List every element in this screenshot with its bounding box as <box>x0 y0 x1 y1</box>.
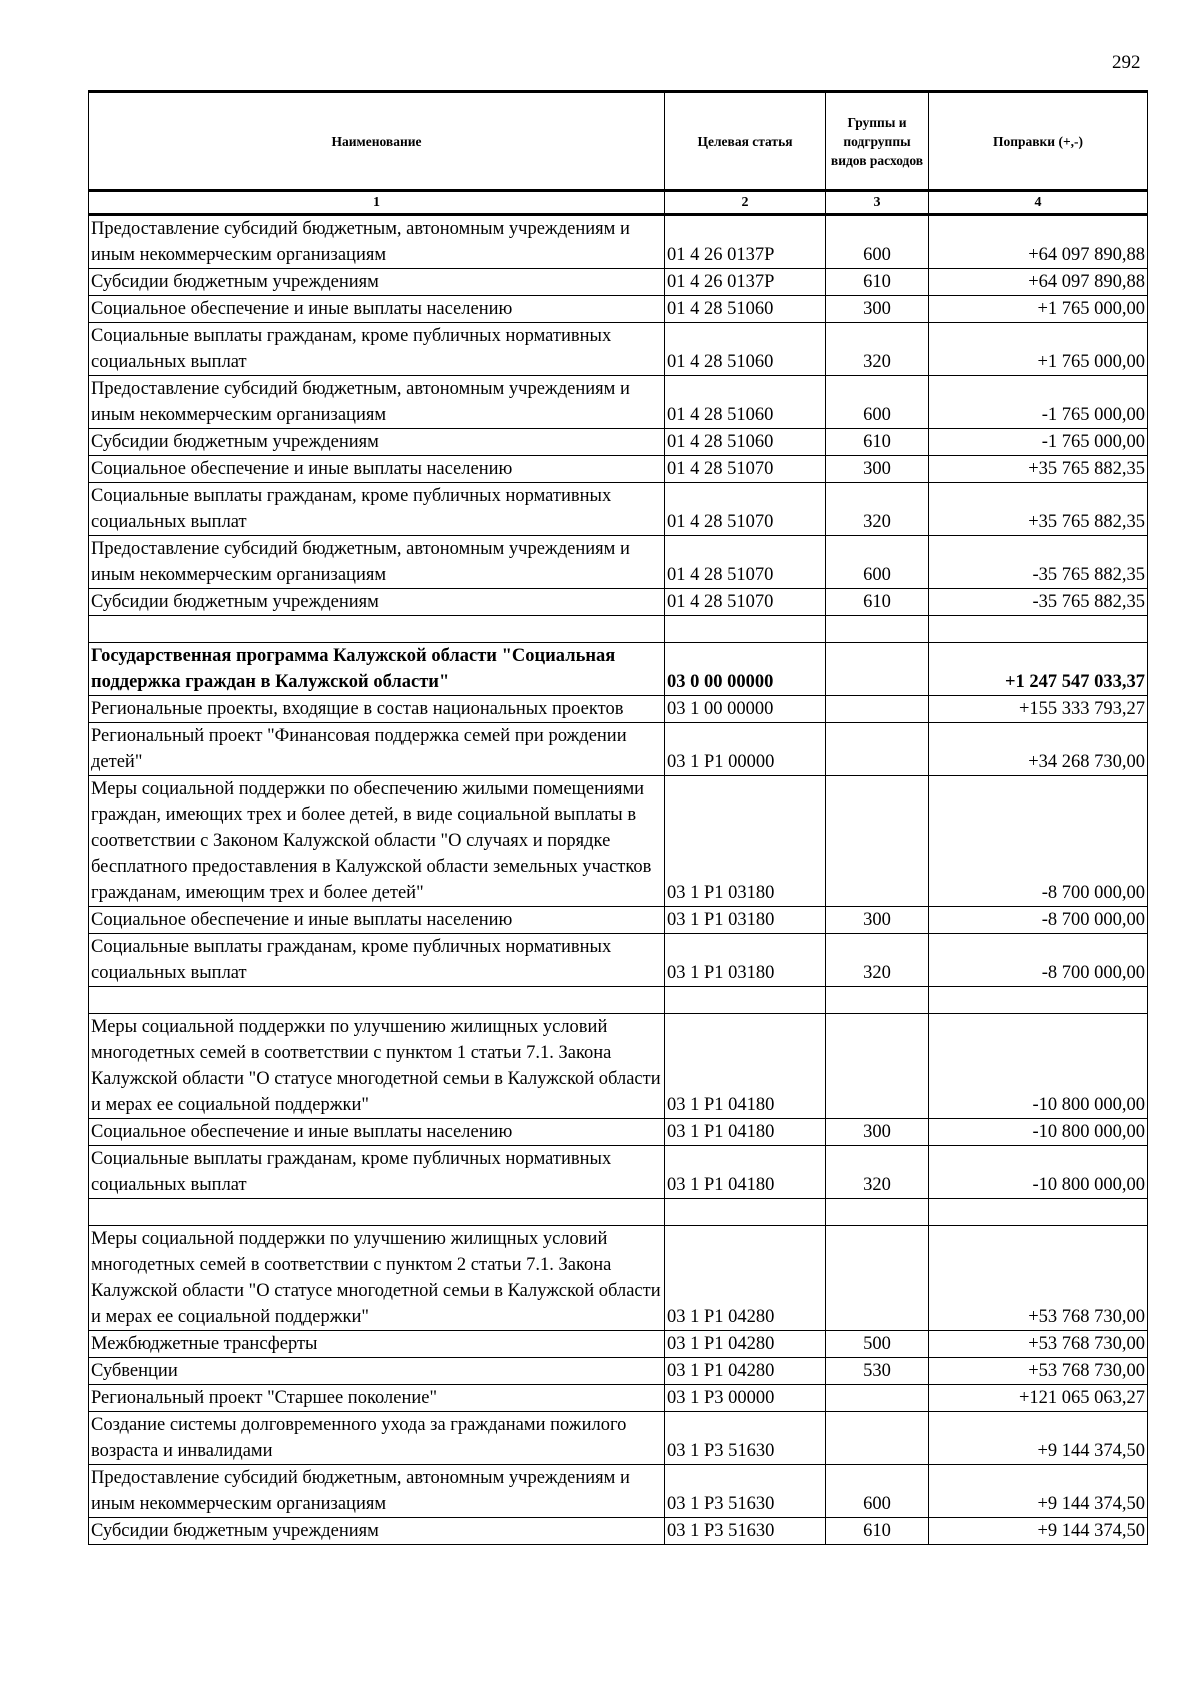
table-row <box>89 1014 1148 1119</box>
target-article-cell: 01 4 28 51060 <box>665 296 826 323</box>
expense-group-cell: 300 <box>826 296 929 323</box>
page-number: 292 <box>1112 52 1141 73</box>
target-article-cell: 01 4 26 0137Р <box>665 269 826 296</box>
amendment-amount-cell: +9 144 374,50 <box>929 1412 1148 1465</box>
expense-group-cell: 610 <box>826 589 929 616</box>
name-cell: Социальное обеспечение и иные выплаты населению <box>89 456 665 483</box>
expense-group-cell <box>826 643 929 696</box>
table-body <box>89 215 1148 1545</box>
target-article-cell: 01 4 28 51060 <box>665 376 826 429</box>
expense-group-cell <box>826 776 929 907</box>
target-article-cell: 03 1 Р1 04280 <box>665 1226 826 1331</box>
expense-group-cell <box>826 1412 929 1465</box>
amendment-amount-cell: +34 268 730,00 <box>929 723 1148 776</box>
name-cell: Социальное обеспечение и иные выплаты населению <box>89 907 665 934</box>
expense-group-cell: 610 <box>826 1518 929 1545</box>
name-cell: Меры социальной поддержки по улучшению жилищных условий многодетных семей в соответствии с пунктом 1 статьи 7.1. Закона Калужской области "О статусе многодетной семьи в Калужской области и мерах ее социальной поддержки" <box>89 1014 665 1119</box>
target-article-cell: 03 1 Р1 00000 <box>665 723 826 776</box>
table-row <box>89 1518 1148 1545</box>
amendment-amount-cell: -1 765 000,00 <box>929 429 1148 456</box>
expense-group-cell <box>826 1385 929 1412</box>
amendment-amount-cell: +121 065 063,27 <box>929 1385 1148 1412</box>
target-article-cell: 01 4 28 51060 <box>665 429 826 456</box>
expense-group-cell: 530 <box>826 1358 929 1385</box>
target-article-cell: 03 1 Р3 51630 <box>665 1465 826 1518</box>
name-cell: Социальное обеспечение и иные выплаты населению <box>89 1119 665 1146</box>
target-article-cell: 01 4 28 51070 <box>665 589 826 616</box>
spacer-cell <box>929 616 1148 643</box>
budget-amendments-table <box>88 90 1148 1545</box>
name-cell: Меры социальной поддержки по улучшению жилищных условий многодетных семей в соответствии с пунктом 2 статьи 7.1. Закона Калужской области "О статусе многодетной семьи в Калужской области и мерах ее социальной поддержки" <box>89 1226 665 1331</box>
expense-group-cell: 320 <box>826 1146 929 1199</box>
header-amendments: Поправки (+,-) <box>929 92 1148 191</box>
amendment-amount-cell: -10 800 000,00 <box>929 1146 1148 1199</box>
target-article-cell: 03 1 Р3 51630 <box>665 1412 826 1465</box>
amendment-amount-cell: -8 700 000,00 <box>929 934 1148 987</box>
name-cell: Региональные проекты, входящие в состав национальных проектов <box>89 696 665 723</box>
table-row <box>89 1385 1148 1412</box>
expense-group-cell: 600 <box>826 215 929 269</box>
name-cell: Предоставление субсидий бюджетным, автономным учреждениям и иным некоммерческим организациям <box>89 536 665 589</box>
name-cell: Предоставление субсидий бюджетным, автономным учреждениям и иным некоммерческим организациям <box>89 1465 665 1518</box>
amendment-amount-cell: -35 765 882,35 <box>929 589 1148 616</box>
header-expense-groups: Группы и подгруппы видов расходов <box>826 92 929 191</box>
amendment-amount-cell: -8 700 000,00 <box>929 776 1148 907</box>
name-cell: Создание системы долговременного ухода за гражданами пожилого возраста и инвалидами <box>89 1412 665 1465</box>
table-row <box>89 643 1148 696</box>
table-row <box>89 215 1148 269</box>
table-row <box>89 1412 1148 1465</box>
spacer-cell <box>826 1199 929 1226</box>
spacer-cell <box>826 616 929 643</box>
expense-group-cell <box>826 723 929 776</box>
target-article-cell: 03 1 Р1 04180 <box>665 1146 826 1199</box>
column-number-1: 1 <box>89 191 665 215</box>
table-row <box>89 1358 1148 1385</box>
expense-group-cell: 300 <box>826 1119 929 1146</box>
amendment-amount-cell: +9 144 374,50 <box>929 1465 1148 1518</box>
spacer-cell <box>826 987 929 1014</box>
amendment-amount-cell: +1 247 547 033,37 <box>929 643 1148 696</box>
expense-group-cell <box>826 1014 929 1119</box>
spacer-cell <box>89 987 665 1014</box>
table-row <box>89 269 1148 296</box>
table-row <box>89 776 1148 907</box>
spacer-cell <box>929 987 1148 1014</box>
expense-group-cell: 600 <box>826 536 929 589</box>
table-row <box>89 376 1148 429</box>
name-cell: Субсидии бюджетным учреждениям <box>89 269 665 296</box>
name-cell: Субвенции <box>89 1358 665 1385</box>
table-row <box>89 1226 1148 1331</box>
target-article-cell: 01 4 26 0137Р <box>665 215 826 269</box>
spacer-row <box>89 1199 1148 1226</box>
target-article-cell: 03 0 00 00000 <box>665 643 826 696</box>
name-cell: Межбюджетные трансферты <box>89 1331 665 1358</box>
amendment-amount-cell: +53 768 730,00 <box>929 1226 1148 1331</box>
amendment-amount-cell: +53 768 730,00 <box>929 1358 1148 1385</box>
amendment-amount-cell: -8 700 000,00 <box>929 907 1148 934</box>
target-article-cell: 01 4 28 51060 <box>665 323 826 376</box>
table-row <box>89 296 1148 323</box>
expense-group-cell: 320 <box>826 323 929 376</box>
expense-group-cell: 600 <box>826 376 929 429</box>
spacer-cell <box>929 1199 1148 1226</box>
target-article-cell: 03 1 Р1 03180 <box>665 907 826 934</box>
spacer-row <box>89 616 1148 643</box>
spacer-cell <box>89 1199 665 1226</box>
table-row <box>89 907 1148 934</box>
table-row <box>89 723 1148 776</box>
amendment-amount-cell: +1 765 000,00 <box>929 296 1148 323</box>
header-target-article: Целевая статья <box>665 92 826 191</box>
expense-group-cell <box>826 1226 929 1331</box>
name-cell: Региональный проект "Финансовая поддержка семей при рождении детей" <box>89 723 665 776</box>
target-article-cell: 03 1 00 00000 <box>665 696 826 723</box>
spacer-cell <box>665 616 826 643</box>
amendment-amount-cell: +64 097 890,88 <box>929 269 1148 296</box>
table-row <box>89 456 1148 483</box>
name-cell: Государственная программа Калужской области "Социальная поддержка граждан в Калужской области" <box>89 643 665 696</box>
expense-group-cell: 610 <box>826 269 929 296</box>
amendment-amount-cell: +35 765 882,35 <box>929 483 1148 536</box>
name-cell: Субсидии бюджетным учреждениям <box>89 429 665 456</box>
spacer-row <box>89 987 1148 1014</box>
column-number-4: 4 <box>929 191 1148 215</box>
name-cell: Социальное обеспечение и иные выплаты населению <box>89 296 665 323</box>
amendment-amount-cell: +64 097 890,88 <box>929 215 1148 269</box>
spacer-cell <box>89 616 665 643</box>
column-number-2: 2 <box>665 191 826 215</box>
name-cell: Предоставление субсидий бюджетным, автономным учреждениям и иным некоммерческим организациям <box>89 376 665 429</box>
name-cell: Региональный проект "Старшее поколение" <box>89 1385 665 1412</box>
name-cell: Социальные выплаты гражданам, кроме публичных нормативных социальных выплат <box>89 934 665 987</box>
expense-group-cell: 320 <box>826 483 929 536</box>
target-article-cell: 03 1 Р1 04180 <box>665 1014 826 1119</box>
table-row <box>89 1119 1148 1146</box>
name-cell: Социальные выплаты гражданам, кроме публичных нормативных социальных выплат <box>89 323 665 376</box>
target-article-cell: 03 1 Р3 51630 <box>665 1518 826 1545</box>
amendment-amount-cell: -10 800 000,00 <box>929 1119 1148 1146</box>
name-cell: Меры социальной поддержки по обеспечению жилыми помещениями граждан, имеющих трех и более детей, в виде социальной выплаты в соответствии с Законом Калужской области "О случаях и порядке бесплатного предоставления в Калужской области земельных участков гражданам, имеющим трех и более детей" <box>89 776 665 907</box>
expense-group-cell: 300 <box>826 907 929 934</box>
header-name: Наименование <box>89 92 665 191</box>
table-row <box>89 1146 1148 1199</box>
amendment-amount-cell: -10 800 000,00 <box>929 1014 1148 1119</box>
target-article-cell: 03 1 Р1 03180 <box>665 776 826 907</box>
table-row <box>89 323 1148 376</box>
amendment-amount-cell: -35 765 882,35 <box>929 536 1148 589</box>
table-row <box>89 589 1148 616</box>
table-row <box>89 934 1148 987</box>
target-article-cell: 03 1 Р3 00000 <box>665 1385 826 1412</box>
name-cell: Субсидии бюджетным учреждениям <box>89 1518 665 1545</box>
table-row <box>89 1331 1148 1358</box>
target-article-cell: 01 4 28 51070 <box>665 536 826 589</box>
table-row <box>89 1465 1148 1518</box>
expense-group-cell: 610 <box>826 429 929 456</box>
expense-group-cell: 600 <box>826 1465 929 1518</box>
name-cell: Социальные выплаты гражданам, кроме публичных нормативных социальных выплат <box>89 483 665 536</box>
target-article-cell: 03 1 Р1 03180 <box>665 934 826 987</box>
table-row <box>89 696 1148 723</box>
expense-group-cell: 300 <box>826 456 929 483</box>
target-article-cell: 03 1 Р1 04280 <box>665 1358 826 1385</box>
table-header-row <box>89 92 1148 191</box>
target-article-cell: 01 4 28 51070 <box>665 483 826 536</box>
expense-group-cell: 500 <box>826 1331 929 1358</box>
column-number-row <box>89 191 1148 215</box>
table-row <box>89 483 1148 536</box>
table-row <box>89 429 1148 456</box>
column-number-3: 3 <box>826 191 929 215</box>
expense-group-cell <box>826 696 929 723</box>
amendment-amount-cell: +9 144 374,50 <box>929 1518 1148 1545</box>
spacer-cell <box>665 987 826 1014</box>
spacer-cell <box>665 1199 826 1226</box>
target-article-cell: 03 1 Р1 04180 <box>665 1119 826 1146</box>
target-article-cell: 03 1 Р1 04280 <box>665 1331 826 1358</box>
amendment-amount-cell: +53 768 730,00 <box>929 1331 1148 1358</box>
table-row <box>89 536 1148 589</box>
amendment-amount-cell: -1 765 000,00 <box>929 376 1148 429</box>
target-article-cell: 01 4 28 51070 <box>665 456 826 483</box>
expense-group-cell: 320 <box>826 934 929 987</box>
amendment-amount-cell: +35 765 882,35 <box>929 456 1148 483</box>
name-cell: Предоставление субсидий бюджетным, автономным учреждениям и иным некоммерческим организациям <box>89 215 665 269</box>
name-cell: Социальные выплаты гражданам, кроме публичных нормативных социальных выплат <box>89 1146 665 1199</box>
amendment-amount-cell: +155 333 793,27 <box>929 696 1148 723</box>
amendment-amount-cell: +1 765 000,00 <box>929 323 1148 376</box>
name-cell: Субсидии бюджетным учреждениям <box>89 589 665 616</box>
